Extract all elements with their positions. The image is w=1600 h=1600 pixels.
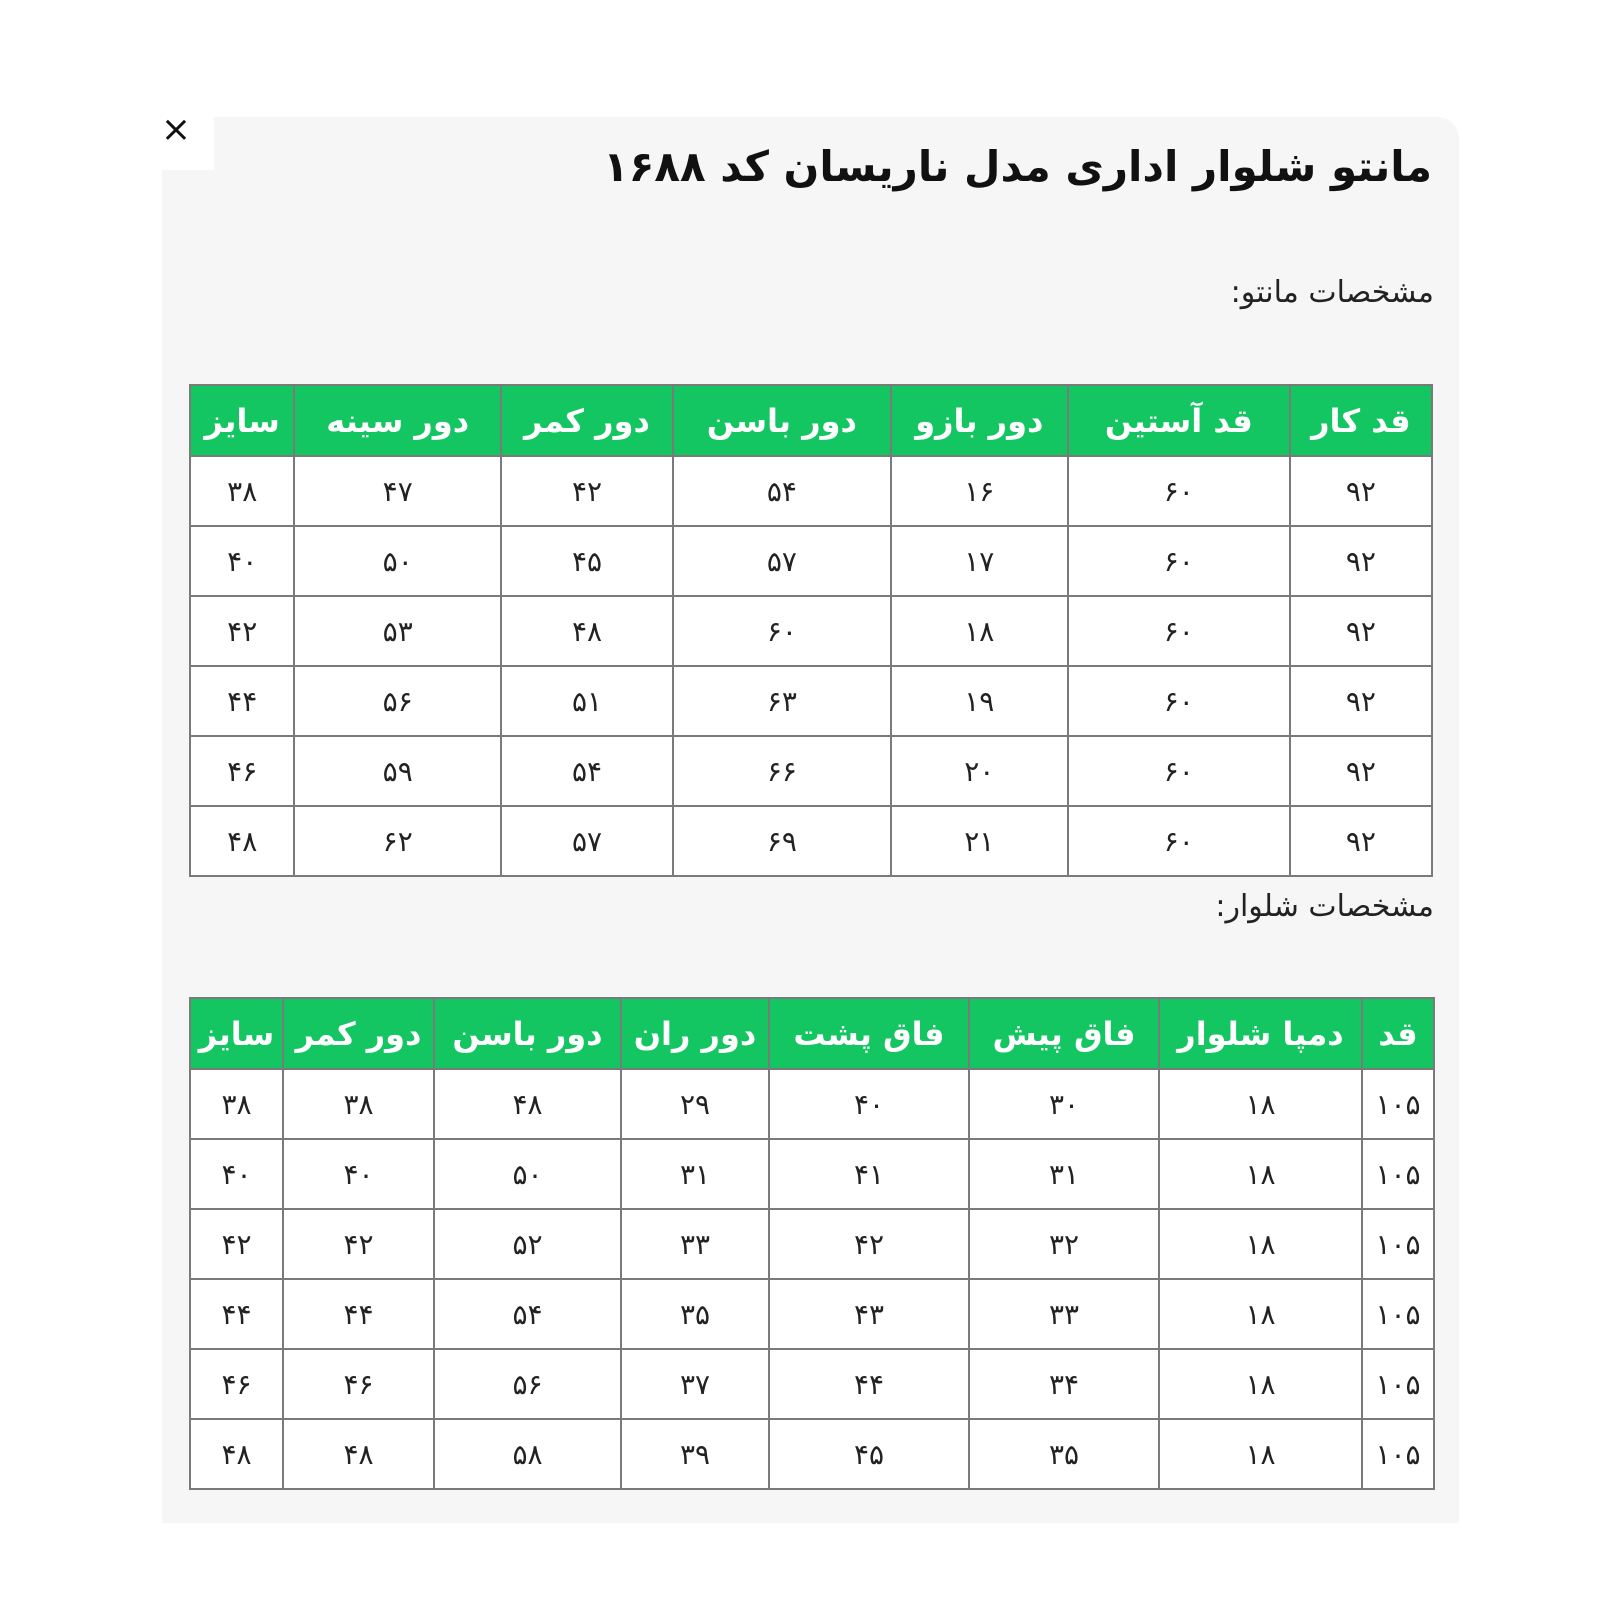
- page-title: مانتو شلوار اداری مدل ناریسان کد ۱۶۸۸: [603, 142, 1432, 191]
- table-row: [190, 736, 1432, 806]
- table-cell: ۱۰۵: [1362, 1419, 1434, 1489]
- table-cell: ۴۶: [190, 1349, 283, 1419]
- table-cell: ۴۳: [769, 1279, 969, 1349]
- table-cell: ۳۰: [969, 1069, 1159, 1139]
- table-cell: ۶۰: [673, 596, 891, 666]
- table-cell: ۲۹: [621, 1069, 769, 1139]
- table-cell: ۴۴: [190, 666, 294, 736]
- header-cell: دور سینه: [294, 385, 501, 456]
- table-header-row: [190, 385, 1432, 456]
- table-cell: ۹۲: [1290, 736, 1432, 806]
- table-cell: ۴۵: [501, 526, 673, 596]
- table-cell: ۱۸: [1159, 1139, 1362, 1209]
- table-cell: ۵۰: [434, 1139, 621, 1209]
- table-cell: ۵۴: [434, 1279, 621, 1349]
- table-cell: ۵۸: [434, 1419, 621, 1489]
- table-cell: ۱۹: [891, 666, 1068, 736]
- table-cell: ۴۰: [769, 1069, 969, 1139]
- table-cell: ۴۲: [190, 1209, 283, 1279]
- table-cell: ۱۰۵: [1362, 1209, 1434, 1279]
- table-cell: ۱۸: [1159, 1069, 1362, 1139]
- header-cell: دمپا شلوار: [1159, 998, 1362, 1069]
- table-cell: ۵۷: [501, 806, 673, 876]
- table-cell: ۵۷: [673, 526, 891, 596]
- table-cell: ۱۶: [891, 456, 1068, 526]
- table-cell: ۲۱: [891, 806, 1068, 876]
- table-cell: ۹۲: [1290, 596, 1432, 666]
- table-cell: ۱۸: [1159, 1279, 1362, 1349]
- table-cell: ۶۰: [1068, 526, 1290, 596]
- table-cell: ۴۷: [294, 456, 501, 526]
- shalvar-size-table: [189, 997, 1435, 1490]
- table-row: [190, 1419, 1434, 1489]
- table-cell: ۳۳: [621, 1209, 769, 1279]
- table-cell: ۴۸: [283, 1419, 434, 1489]
- table-cell: ۴۲: [501, 456, 673, 526]
- table-cell: ۲۰: [891, 736, 1068, 806]
- table-cell: ۳۴: [969, 1349, 1159, 1419]
- table-cell: ۴۲: [283, 1209, 434, 1279]
- table-row: [190, 1279, 1434, 1349]
- header-cell: قد آستین: [1068, 385, 1290, 456]
- header-cell: دور باسن: [434, 998, 621, 1069]
- table-cell: ۴۶: [190, 736, 294, 806]
- table-cell: ۱۷: [891, 526, 1068, 596]
- table-cell: ۹۲: [1290, 456, 1432, 526]
- table-cell: ۵۶: [434, 1349, 621, 1419]
- table-cell: ۱۰۵: [1362, 1139, 1434, 1209]
- table-cell: ۴۸: [190, 806, 294, 876]
- table-cell: ۶۰: [1068, 666, 1290, 736]
- table-row: [190, 1139, 1434, 1209]
- table-cell: ۴۴: [190, 1279, 283, 1349]
- table-row: [190, 596, 1432, 666]
- table-cell: ۴۰: [190, 526, 294, 596]
- table-cell: ۱۰۵: [1362, 1069, 1434, 1139]
- header-cell: دور باسن: [673, 385, 891, 456]
- table-cell: ۱۸: [1159, 1349, 1362, 1419]
- table-cell: ۶۹: [673, 806, 891, 876]
- table-cell: ۴۵: [769, 1419, 969, 1489]
- table-row: [190, 666, 1432, 736]
- table-cell: ۴۸: [501, 596, 673, 666]
- table-cell: ۴۴: [283, 1279, 434, 1349]
- table-cell: ۱۰۵: [1362, 1349, 1434, 1419]
- table-cell: ۵۴: [501, 736, 673, 806]
- table-row: [190, 1349, 1434, 1419]
- table-cell: ۹۲: [1290, 666, 1432, 736]
- table-cell: ۱۸: [891, 596, 1068, 666]
- table-cell: ۳۱: [969, 1139, 1159, 1209]
- table-cell: ۳۳: [969, 1279, 1159, 1349]
- header-cell: فاق پشت: [769, 998, 969, 1069]
- table-cell: ۵۳: [294, 596, 501, 666]
- table-row: [190, 526, 1432, 596]
- manto-size-table: [189, 384, 1433, 877]
- table-cell: ۴۰: [190, 1139, 283, 1209]
- table-cell: ۳۱: [621, 1139, 769, 1209]
- table-cell: ۹۲: [1290, 806, 1432, 876]
- table-cell: ۳۵: [621, 1279, 769, 1349]
- table-cell: ۶۰: [1068, 806, 1290, 876]
- shalvar-section-label: مشخصات شلوار:: [1215, 889, 1434, 924]
- table-row: [190, 456, 1432, 526]
- table-cell: ۶۰: [1068, 736, 1290, 806]
- header-cell: قد: [1362, 998, 1434, 1069]
- table-cell: ۴۰: [283, 1139, 434, 1209]
- table-cell: ۳۲: [969, 1209, 1159, 1279]
- table-cell: ۱۸: [1159, 1209, 1362, 1279]
- table-cell: ۳۸: [190, 1069, 283, 1139]
- close-icon[interactable]: ×: [160, 109, 192, 150]
- table-cell: ۵۹: [294, 736, 501, 806]
- table-cell: ۵۰: [294, 526, 501, 596]
- header-cell: دور کمر: [283, 998, 434, 1069]
- table-cell: ۴۲: [769, 1209, 969, 1279]
- table-row: [190, 1069, 1434, 1139]
- table-cell: ۵۴: [673, 456, 891, 526]
- table-cell: ۴۴: [769, 1349, 969, 1419]
- table-cell: ۴۲: [190, 596, 294, 666]
- manto-section-label: مشخصات مانتو:: [1230, 275, 1434, 310]
- table-cell: ۳۵: [969, 1419, 1159, 1489]
- header-cell: دور ران: [621, 998, 769, 1069]
- table-cell: ۵۲: [434, 1209, 621, 1279]
- table-cell: ۶۳: [673, 666, 891, 736]
- table-cell: ۹۲: [1290, 526, 1432, 596]
- header-cell: سایز: [190, 385, 294, 456]
- table-cell: ۶۶: [673, 736, 891, 806]
- header-cell: قد کار: [1290, 385, 1432, 456]
- table-cell: ۴۱: [769, 1139, 969, 1209]
- table-cell: ۵۱: [501, 666, 673, 736]
- table-cell: ۱۰۵: [1362, 1279, 1434, 1349]
- table-cell: ۳۹: [621, 1419, 769, 1489]
- header-cell: فاق پیش: [969, 998, 1159, 1069]
- table-cell: ۶۰: [1068, 456, 1290, 526]
- table-cell: ۳۷: [621, 1349, 769, 1419]
- header-cell: سایز: [190, 998, 283, 1069]
- table-cell: ۱۸: [1159, 1419, 1362, 1489]
- table-cell: ۶۰: [1068, 596, 1290, 666]
- header-cell: دور کمر: [501, 385, 673, 456]
- table-cell: ۴۸: [190, 1419, 283, 1489]
- table-cell: ۳۸: [190, 456, 294, 526]
- table-cell: ۵۶: [294, 666, 501, 736]
- table-cell: ۴۶: [283, 1349, 434, 1419]
- table-cell: ۶۲: [294, 806, 501, 876]
- header-cell: دور بازو: [891, 385, 1068, 456]
- table-row: [190, 806, 1432, 876]
- table-cell: ۴۸: [434, 1069, 621, 1139]
- table-cell: ۳۸: [283, 1069, 434, 1139]
- table-row: [190, 1209, 1434, 1279]
- table-header-row: [190, 998, 1434, 1069]
